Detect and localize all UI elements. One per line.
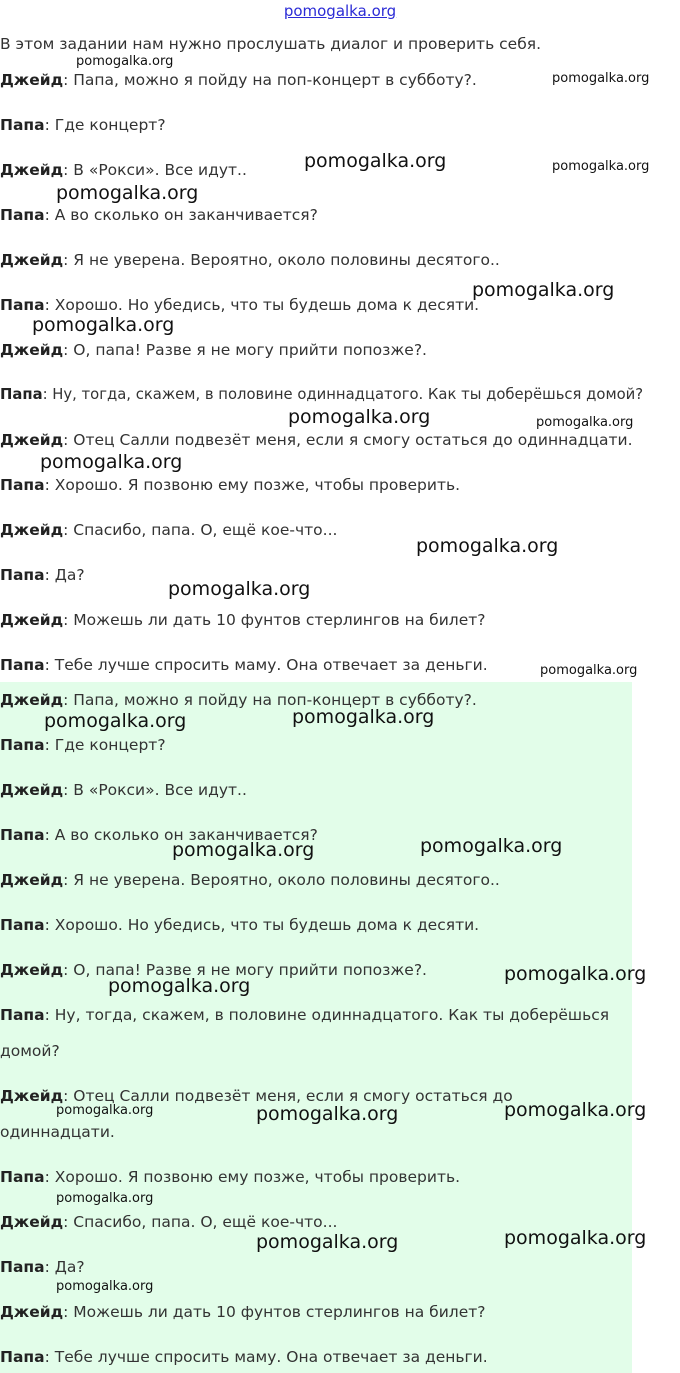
line-text: : Ну, тогда, скажем, в половине одиннадцатого. Как ты доберёшься домой? <box>0 1006 610 1060</box>
dialogue-line <box>0 870 500 890</box>
dialogue-line <box>0 610 486 630</box>
watermark: pomogalka.org <box>76 54 174 69</box>
dialogue-line <box>0 1257 85 1277</box>
dialogue-line <box>0 295 479 315</box>
watermark: pomogalka.org <box>256 1103 399 1125</box>
dialogue-line <box>0 160 247 180</box>
dialogue-line <box>0 655 488 675</box>
dialogue-line <box>0 475 460 495</box>
watermark: pomogalka.org <box>540 663 638 678</box>
speaker-name: Папа <box>0 1258 45 1276</box>
line-text: : Спасибо, папа. О, ещё кое-что... <box>63 521 338 539</box>
speaker-name: Джейд <box>0 691 64 709</box>
watermark: pomogalka.org <box>504 963 647 985</box>
dialogue-line <box>0 430 633 450</box>
watermark: pomogalka.org <box>416 535 559 557</box>
line-text: : Спасибо, папа. О, ещё кое-что... <box>63 1213 338 1231</box>
watermark: pomogalka.org <box>172 839 315 861</box>
line-text: : Отец Салли подвезёт меня, если я смогу остаться до одиннадцати. <box>63 431 633 449</box>
watermark: pomogalka.org <box>168 578 311 600</box>
watermark: pomogalka.org <box>256 1231 399 1253</box>
speaker-name: Джейд <box>0 961 64 979</box>
speaker-name: Папа <box>0 1006 45 1024</box>
watermark: pomogalka.org <box>40 451 183 473</box>
dialogue-line <box>0 997 620 1069</box>
dialogue-line <box>0 915 479 935</box>
line-text: : Хорошо. Но убедись, что ты будешь дома к десяти. <box>44 296 480 314</box>
line-text: : О, папа! Разве я не могу прийти попозже?. <box>63 961 427 979</box>
speaker-name: Папа <box>0 206 45 224</box>
speaker-name: Папа <box>0 566 45 584</box>
line-text: : О, папа! Разве я не могу прийти попозже?. <box>63 341 427 359</box>
dialogue-line <box>0 1347 488 1367</box>
watermark: pomogalka.org <box>56 1279 154 1294</box>
speaker-name: Папа <box>0 386 43 403</box>
line-text: : В «Рокси». Все идут.. <box>63 781 247 799</box>
speaker-name: Папа <box>0 296 45 314</box>
dialogue-line <box>0 735 166 755</box>
speaker-name: Джейд <box>0 251 64 269</box>
speaker-name: Джейд <box>0 71 64 89</box>
dialogue-line <box>0 385 643 405</box>
line-text: : Можешь ли дать 10 фунтов стерлингов на билет? <box>63 1303 486 1321</box>
dialogue-line <box>0 780 247 800</box>
speaker-name: Папа <box>0 476 45 494</box>
dialogue-line <box>0 70 477 90</box>
watermark: pomogalka.org <box>288 406 431 428</box>
dialogue-line <box>0 520 337 540</box>
line-text: : Можешь ли дать 10 фунтов стерлингов на билет? <box>63 611 486 629</box>
line-text: : Хорошо. Я позвоню ему позже, чтобы проверить. <box>44 476 461 494</box>
line-text: : Ну, тогда, скажем, в половине одиннадцатого. Как ты доберёшься домой? <box>42 386 644 403</box>
watermark: pomogalka.org <box>32 314 175 336</box>
watermark: pomogalka.org <box>292 706 435 728</box>
dialogue-line <box>0 250 500 270</box>
line-text: : А во сколько он заканчивается? <box>44 206 318 224</box>
speaker-name: Папа <box>0 916 45 934</box>
line-text: : Да? <box>44 1258 85 1276</box>
watermark: pomogalka.org <box>56 1191 154 1206</box>
watermark: pomogalka.org <box>536 415 634 430</box>
line-text: : Я не уверена. Вероятно, около половины десятого.. <box>63 251 500 269</box>
watermark: pomogalka.org <box>56 182 199 204</box>
line-text: : Где концерт? <box>44 116 166 134</box>
speaker-name: Папа <box>0 736 45 754</box>
watermark: pomogalka.org <box>552 159 650 174</box>
watermark: pomogalka.org <box>44 710 187 732</box>
watermark: pomogalka.org <box>472 279 615 301</box>
line-text: : Папа, можно я пойду на поп-концерт в субботу?. <box>63 691 477 709</box>
line-text: : Я не уверена. Вероятно, около половины десятого.. <box>63 871 500 889</box>
watermark: pomogalka.org <box>420 835 563 857</box>
dialogue-line <box>0 205 318 225</box>
line-text: : В «Рокси». Все идут.. <box>63 161 247 179</box>
speaker-name: Джейд <box>0 781 64 799</box>
dialogue-line <box>0 115 166 135</box>
line-text: : Хорошо. Но убедись, что ты будешь дома к десяти. <box>44 916 480 934</box>
line-text: : Папа, можно я пойду на поп-концерт в субботу?. <box>63 71 477 89</box>
speaker-name: Джейд <box>0 871 64 889</box>
watermark: pomogalka.org <box>552 71 650 86</box>
speaker-name: Джейд <box>0 431 64 449</box>
speaker-name: Папа <box>0 826 45 844</box>
speaker-name: Джейд <box>0 161 64 179</box>
speaker-name: Джейд <box>0 1087 64 1105</box>
watermark: pomogalka.org <box>304 150 447 172</box>
dialogue-line <box>0 1167 460 1187</box>
watermark: pomogalka.org <box>108 975 251 997</box>
watermark: pomogalka.org <box>504 1227 647 1249</box>
speaker-name: Папа <box>0 116 45 134</box>
speaker-name: Папа <box>0 1348 45 1366</box>
speaker-name: Джейд <box>0 1213 64 1231</box>
line-text: : Тебе лучше спросить маму. Она отвечает за деньги. <box>44 656 488 674</box>
speaker-name: Джейд <box>0 611 64 629</box>
site-link[interactable]: pomogalka.org <box>283 2 397 20</box>
dialogue-line <box>0 1302 486 1322</box>
speaker-name: Папа <box>0 1168 45 1186</box>
dialogue-line <box>0 565 85 585</box>
watermark: pomogalka.org <box>504 1099 647 1121</box>
line-text: : Где концерт? <box>44 736 166 754</box>
line-text: : Хорошо. Я позвоню ему позже, чтобы проверить. <box>44 1168 461 1186</box>
speaker-name: Папа <box>0 656 45 674</box>
watermark: pomogalka.org <box>56 1103 154 1118</box>
line-text: : Да? <box>44 566 85 584</box>
dialogue-line <box>0 340 427 360</box>
speaker-name: Джейд <box>0 341 64 359</box>
line-text: : Отец Салли подвезёт меня, если я смогу остаться до одиннадцати. <box>0 1087 513 1141</box>
dialogue-line <box>0 1212 337 1232</box>
line-text: : Тебе лучше спросить маму. Она отвечает за деньги. <box>44 1348 488 1366</box>
intro-text: В этом задании нам нужно прослушать диалог и проверить себя. <box>0 35 542 53</box>
line-text: : А во сколько он заканчивается? <box>44 826 318 844</box>
speaker-name: Джейд <box>0 521 64 539</box>
speaker-name: Джейд <box>0 1303 64 1321</box>
